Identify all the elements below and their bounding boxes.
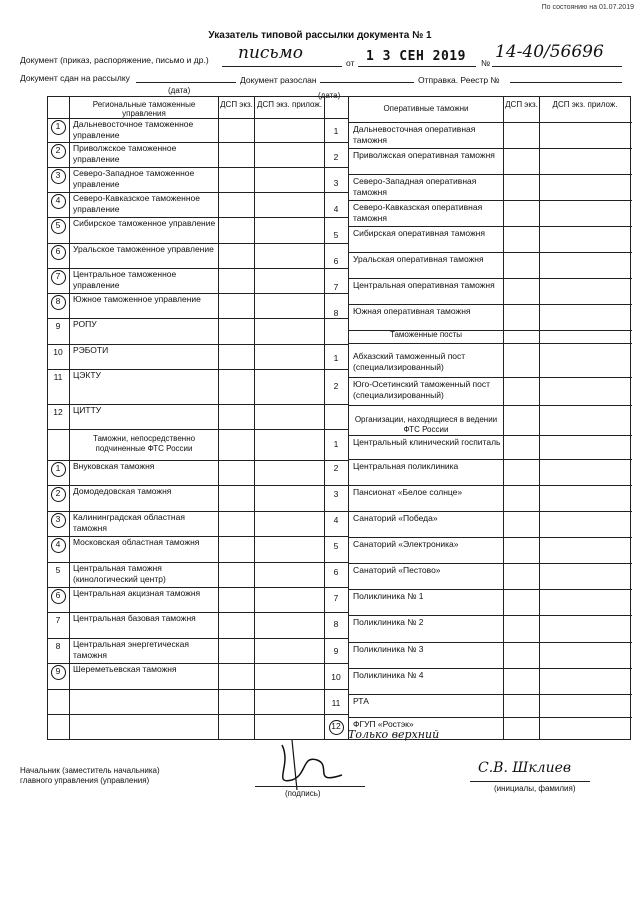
left2-row-name: Домодедовская таможня [73, 486, 172, 496]
right-row-number: 4 [333, 204, 339, 214]
left-row-number: 9 [55, 321, 61, 331]
org-row-number: 6 [333, 567, 339, 577]
from-label: от [346, 58, 355, 68]
left-row-name: Южное таможенное управление [73, 294, 201, 304]
left2-row-name: Внуковская таможня [73, 461, 155, 471]
org-row-number: 10 [331, 672, 341, 682]
post-row-number: 2 [333, 381, 339, 391]
left-row-name: Сибирское таможенное управление [73, 218, 216, 228]
org-row-name: Санаторий «Электроника» [353, 539, 459, 549]
right-row-name: Северо-Кавказская оперативная таможня [353, 202, 483, 223]
corner-note: По состоянию на 01.07.2019 [541, 4, 634, 11]
left-section2-header: Таможни, непосредственно подчиненные ФТС России [92, 434, 196, 453]
circled-mark [51, 513, 66, 528]
left-header-dsp-pril: ДСП экз. прилож. [257, 100, 322, 109]
left-row-name: ЦЭКТУ [73, 370, 101, 380]
footer-left-label: Начальник (заместитель начальника) главного управления (управления) [20, 766, 160, 785]
left-row-name: Северо-Кавказское таможенное управление [73, 193, 200, 214]
left-row-number: 2 [55, 145, 61, 155]
circled-mark [51, 462, 66, 477]
signer-name-handwritten: С.В. Шклиев [478, 760, 572, 776]
left-row-number: 8 [55, 296, 61, 306]
right-row-name: Дальневосточная оперативная таможня [353, 124, 476, 145]
left-row-number: 1 [55, 121, 61, 131]
org-row-name: Поликлиника № 4 [353, 670, 424, 680]
name-caption: (инициалы, фамилия) [494, 784, 576, 793]
right-header-dsp-pril: ДСП экз. прилож. [552, 100, 618, 109]
left2-row-name: Калининградская областная таможня [73, 512, 185, 533]
left2-row-number: 3 [55, 514, 61, 524]
right-section-posts: Таможенные посты [389, 330, 463, 339]
left2-row-number: 9 [55, 666, 61, 676]
dispatched-label: Документ разослан [240, 75, 317, 85]
org-row-number: 4 [333, 515, 339, 525]
doc-type-handwritten: письмо [238, 43, 304, 63]
circled-mark [51, 538, 66, 553]
post-row-number: 1 [333, 353, 339, 363]
doc-number-handwritten: 14-40/56696 [495, 42, 604, 62]
right-row-name: Сибирская оперативная таможня [353, 228, 485, 238]
left-row-number: 5 [55, 220, 61, 230]
circled-mark [51, 589, 66, 604]
left2-row-number: 4 [55, 539, 61, 549]
circled-mark [51, 120, 66, 135]
left-row-number: 6 [55, 246, 61, 256]
left-row-name: Приволжское таможенное управление [73, 143, 177, 164]
right-row-number: 5 [333, 230, 339, 240]
left2-row-name: Центральная акцизная таможня [73, 588, 201, 598]
left2-row-number: 8 [55, 641, 61, 651]
left2-row-number: 5 [55, 565, 61, 575]
left2-row-number: 6 [55, 590, 61, 600]
org-row-name: Санаторий «Пестово» [353, 565, 441, 575]
sent-label: Документ сдан на рассылку [20, 73, 130, 83]
right-row-number: 2 [333, 152, 339, 162]
left-row-name: ЦИТТУ [73, 405, 102, 415]
circled-mark [51, 245, 66, 260]
org-row-number: 12 [331, 721, 341, 731]
org-row-name: ФГУП «Ростэк» [353, 719, 414, 729]
date-caption-right: (дата) [318, 91, 341, 100]
left-row-name: РЭБОТИ [73, 345, 109, 355]
circled-mark [329, 720, 344, 735]
left-row-number: 4 [55, 195, 61, 205]
org-row-number: 1 [333, 439, 339, 449]
right-row-name: Приволжская оперативная таможня [353, 150, 495, 160]
signature-caption: (подпись) [285, 789, 321, 798]
right-row-number: 8 [333, 308, 339, 318]
org-row-number: 11 [331, 698, 341, 708]
left2-row-name: Центральная базовая таможня [73, 613, 196, 623]
org-row-number: 9 [333, 646, 339, 656]
left2-row-name: Центральная энергетическая таможня [73, 639, 189, 660]
right-row-number: 1 [333, 126, 339, 136]
circled-mark [51, 169, 66, 184]
left-row-number: 10 [53, 347, 63, 357]
org-row-name: Пансионат «Белое солнце» [353, 487, 463, 497]
org-row-name: РТА [353, 696, 369, 706]
right-section-orgs: Организации, находящиеся в ведении ФТС России [354, 415, 498, 434]
right-row-number: 6 [333, 256, 339, 266]
left-row-number: 12 [53, 407, 63, 417]
left2-row-name: Московская областная таможня [73, 537, 200, 547]
left-row-name: Дальневосточное таможенное управление [73, 119, 194, 140]
left2-row-number: 2 [55, 488, 61, 498]
circled-mark [51, 487, 66, 502]
org-row-number: 3 [333, 489, 339, 499]
org-row-number: 2 [333, 463, 339, 473]
circled-mark [51, 219, 66, 234]
right-row-name: Северо-Западная оперативная таможня [353, 176, 477, 197]
org-row-number: 5 [333, 541, 339, 551]
left-row-name: РОПУ [73, 319, 97, 329]
left-row-number: 11 [53, 372, 63, 382]
date-stamp: 1 3 СЕН 2019 [366, 49, 466, 64]
post-row-name: Юго-Осетинский таможенный пост (специализированный) [353, 379, 491, 400]
left-header-name: Региональные таможенные управления [92, 100, 196, 118]
doc-type-label: Документ (приказ, распоряжение, письмо и др.) [20, 55, 209, 65]
page-title: Указатель типовой рассылки документа № 1 [208, 30, 432, 41]
org-row-name: Поликлиника № 1 [353, 591, 424, 601]
right-header-name: Оперативные таможни [383, 104, 469, 113]
right-row-number: 7 [333, 282, 339, 292]
left-row-name: Уральское таможенное управление [73, 244, 214, 254]
right-row-name: Центральная оперативная таможня [353, 280, 495, 290]
circled-mark [51, 144, 66, 159]
org-row-name: Санаторий «Победа» [353, 513, 438, 523]
number-label: № [481, 58, 491, 68]
left-row-name: Северо-Западное таможенное управление [73, 168, 195, 189]
left2-row-name: Центральная таможня (кинологический центр) [73, 563, 166, 584]
circled-mark [51, 194, 66, 209]
org-row-number: 8 [333, 619, 339, 629]
registry-label: Отправка. Реестр № [418, 75, 500, 85]
circled-mark [51, 295, 66, 310]
left-row-number: 7 [55, 271, 61, 281]
right-row-number: 3 [333, 178, 339, 188]
org-row-name: Центральная поликлиника [353, 461, 459, 471]
left-row-name: Центральное таможенное управление [73, 269, 177, 290]
left2-row-name: Шереметьевская таможня [73, 664, 177, 674]
org-row-name: Центральный клинический госпиталь [353, 437, 501, 447]
org-row-name: Поликлиника № 3 [353, 644, 424, 654]
org-row-number: 7 [333, 593, 339, 603]
handwritten-note: Только верхний [348, 728, 440, 741]
left-row-number: 3 [55, 170, 61, 180]
left2-row-number: 1 [55, 463, 61, 473]
left-header-dsp-ekz: ДСП экз. [220, 100, 253, 109]
right-row-name: Уральская оперативная таможня [353, 254, 484, 264]
distribution-table [47, 96, 631, 740]
left2-row-number: 7 [55, 615, 61, 625]
date-caption-left: (дата) [168, 86, 191, 95]
right-header-dsp-ekz: ДСП экз. [505, 100, 538, 109]
right-row-name: Южная оперативная таможня [353, 306, 471, 316]
circled-mark [51, 270, 66, 285]
post-row-name: Абхазский таможенный пост (специализированный) [353, 351, 466, 372]
circled-mark [51, 665, 66, 680]
org-row-name: Поликлиника № 2 [353, 617, 424, 627]
